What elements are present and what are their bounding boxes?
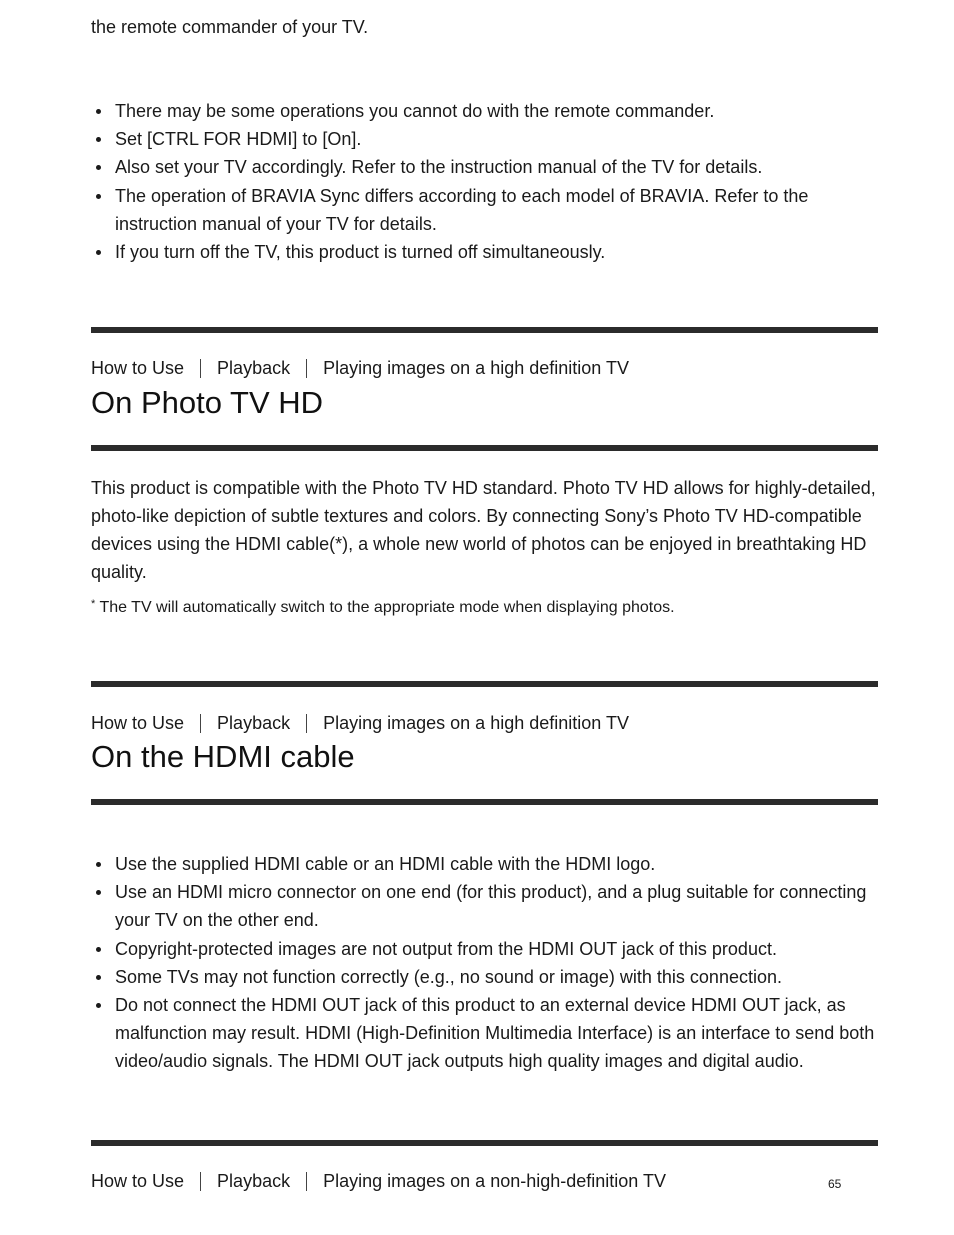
section-body: This product is compatible with the Photo TV HD standard. Photo TV HD allows for highly-detailed, photo-like depiction of subtle textures and colors. By connecting Sony’s Photo TV HD-compatible devices using the HDMI cable(*), a whole new world of photos can be enjoyed in breathtaking HD quality. <box>91 478 876 582</box>
breadcrumb-item-topic[interactable]: Playing images on a non-high-definition TV <box>323 1171 666 1191</box>
bravia-notes-list <box>91 97 881 266</box>
breadcrumb-item-topic[interactable]: Playing images on a high definition TV <box>323 358 629 378</box>
list-item: Copyright-protected images are not output from the HDMI OUT jack of this product. <box>91 935 881 963</box>
breadcrumb-item-how-to-use[interactable]: How to Use <box>91 1171 185 1191</box>
hdmi-cable-notes-list <box>91 850 881 1076</box>
footnote-mark: * <box>91 598 96 610</box>
breadcrumb-item-how-to-use[interactable]: How to Use <box>91 713 185 733</box>
section-divider <box>91 445 878 451</box>
list-item: The operation of BRAVIA Sync differs according to each model of BRAVIA. Refer to the instruction manual of your TV for details. <box>91 182 881 238</box>
breadcrumb <box>91 356 629 380</box>
section-divider <box>91 1140 878 1146</box>
breadcrumb-separator <box>200 359 201 378</box>
section-divider <box>91 681 878 687</box>
breadcrumb-item-playback[interactable]: Playback <box>217 1171 291 1191</box>
breadcrumb-item-playback[interactable]: Playback <box>217 713 291 733</box>
breadcrumb-item-topic[interactable]: Playing images on a high definition TV <box>323 713 629 733</box>
list-item: There may be some operations you cannot do with the remote commander. <box>91 97 881 125</box>
section-divider <box>91 327 878 333</box>
footnote-text: The TV will automatically switch to the appropriate mode when displaying photos. <box>99 599 675 616</box>
list-item: Use an HDMI micro connector on one end (for this product), and a plug suitable for connecting your TV on the other end. <box>91 878 881 934</box>
page-title: On the HDMI cable <box>91 739 355 774</box>
breadcrumb <box>91 711 629 735</box>
list-item: Also set your TV accordingly. Refer to the instruction manual of the TV for details. <box>91 153 881 181</box>
breadcrumb-item-playback[interactable]: Playback <box>217 358 291 378</box>
breadcrumb-separator <box>200 714 201 733</box>
list-item: Set [CTRL FOR HDMI] to [On]. <box>91 125 881 153</box>
section-divider <box>91 799 878 805</box>
breadcrumb-separator <box>200 1172 201 1191</box>
page-number: 65 <box>828 1177 842 1191</box>
list-item: Do not connect the HDMI OUT jack of this product to an external device HDMI OUT jack, as malfunction may result. HDMI (High-Definition Multimedia Interface) is an interface to send both video/audio signals. The HDMI OUT jack outputs high quality images and digital audio. <box>91 991 881 1076</box>
list-item: Use the supplied HDMI cable or an HDMI cable with the HDMI logo. <box>91 850 881 878</box>
breadcrumb-separator <box>306 359 307 378</box>
intro-text: the remote commander of your TV. <box>91 17 369 37</box>
breadcrumb-item-how-to-use[interactable]: How to Use <box>91 358 185 378</box>
breadcrumb-separator <box>306 714 307 733</box>
breadcrumb <box>91 1169 666 1193</box>
list-item: Some TVs may not function correctly (e.g., no sound or image) with this connection. <box>91 963 881 991</box>
breadcrumb-separator <box>306 1172 307 1191</box>
footnote <box>91 597 878 619</box>
list-item: If you turn off the TV, this product is turned off simultaneously. <box>91 238 881 266</box>
page-title: On Photo TV HD <box>91 385 324 420</box>
